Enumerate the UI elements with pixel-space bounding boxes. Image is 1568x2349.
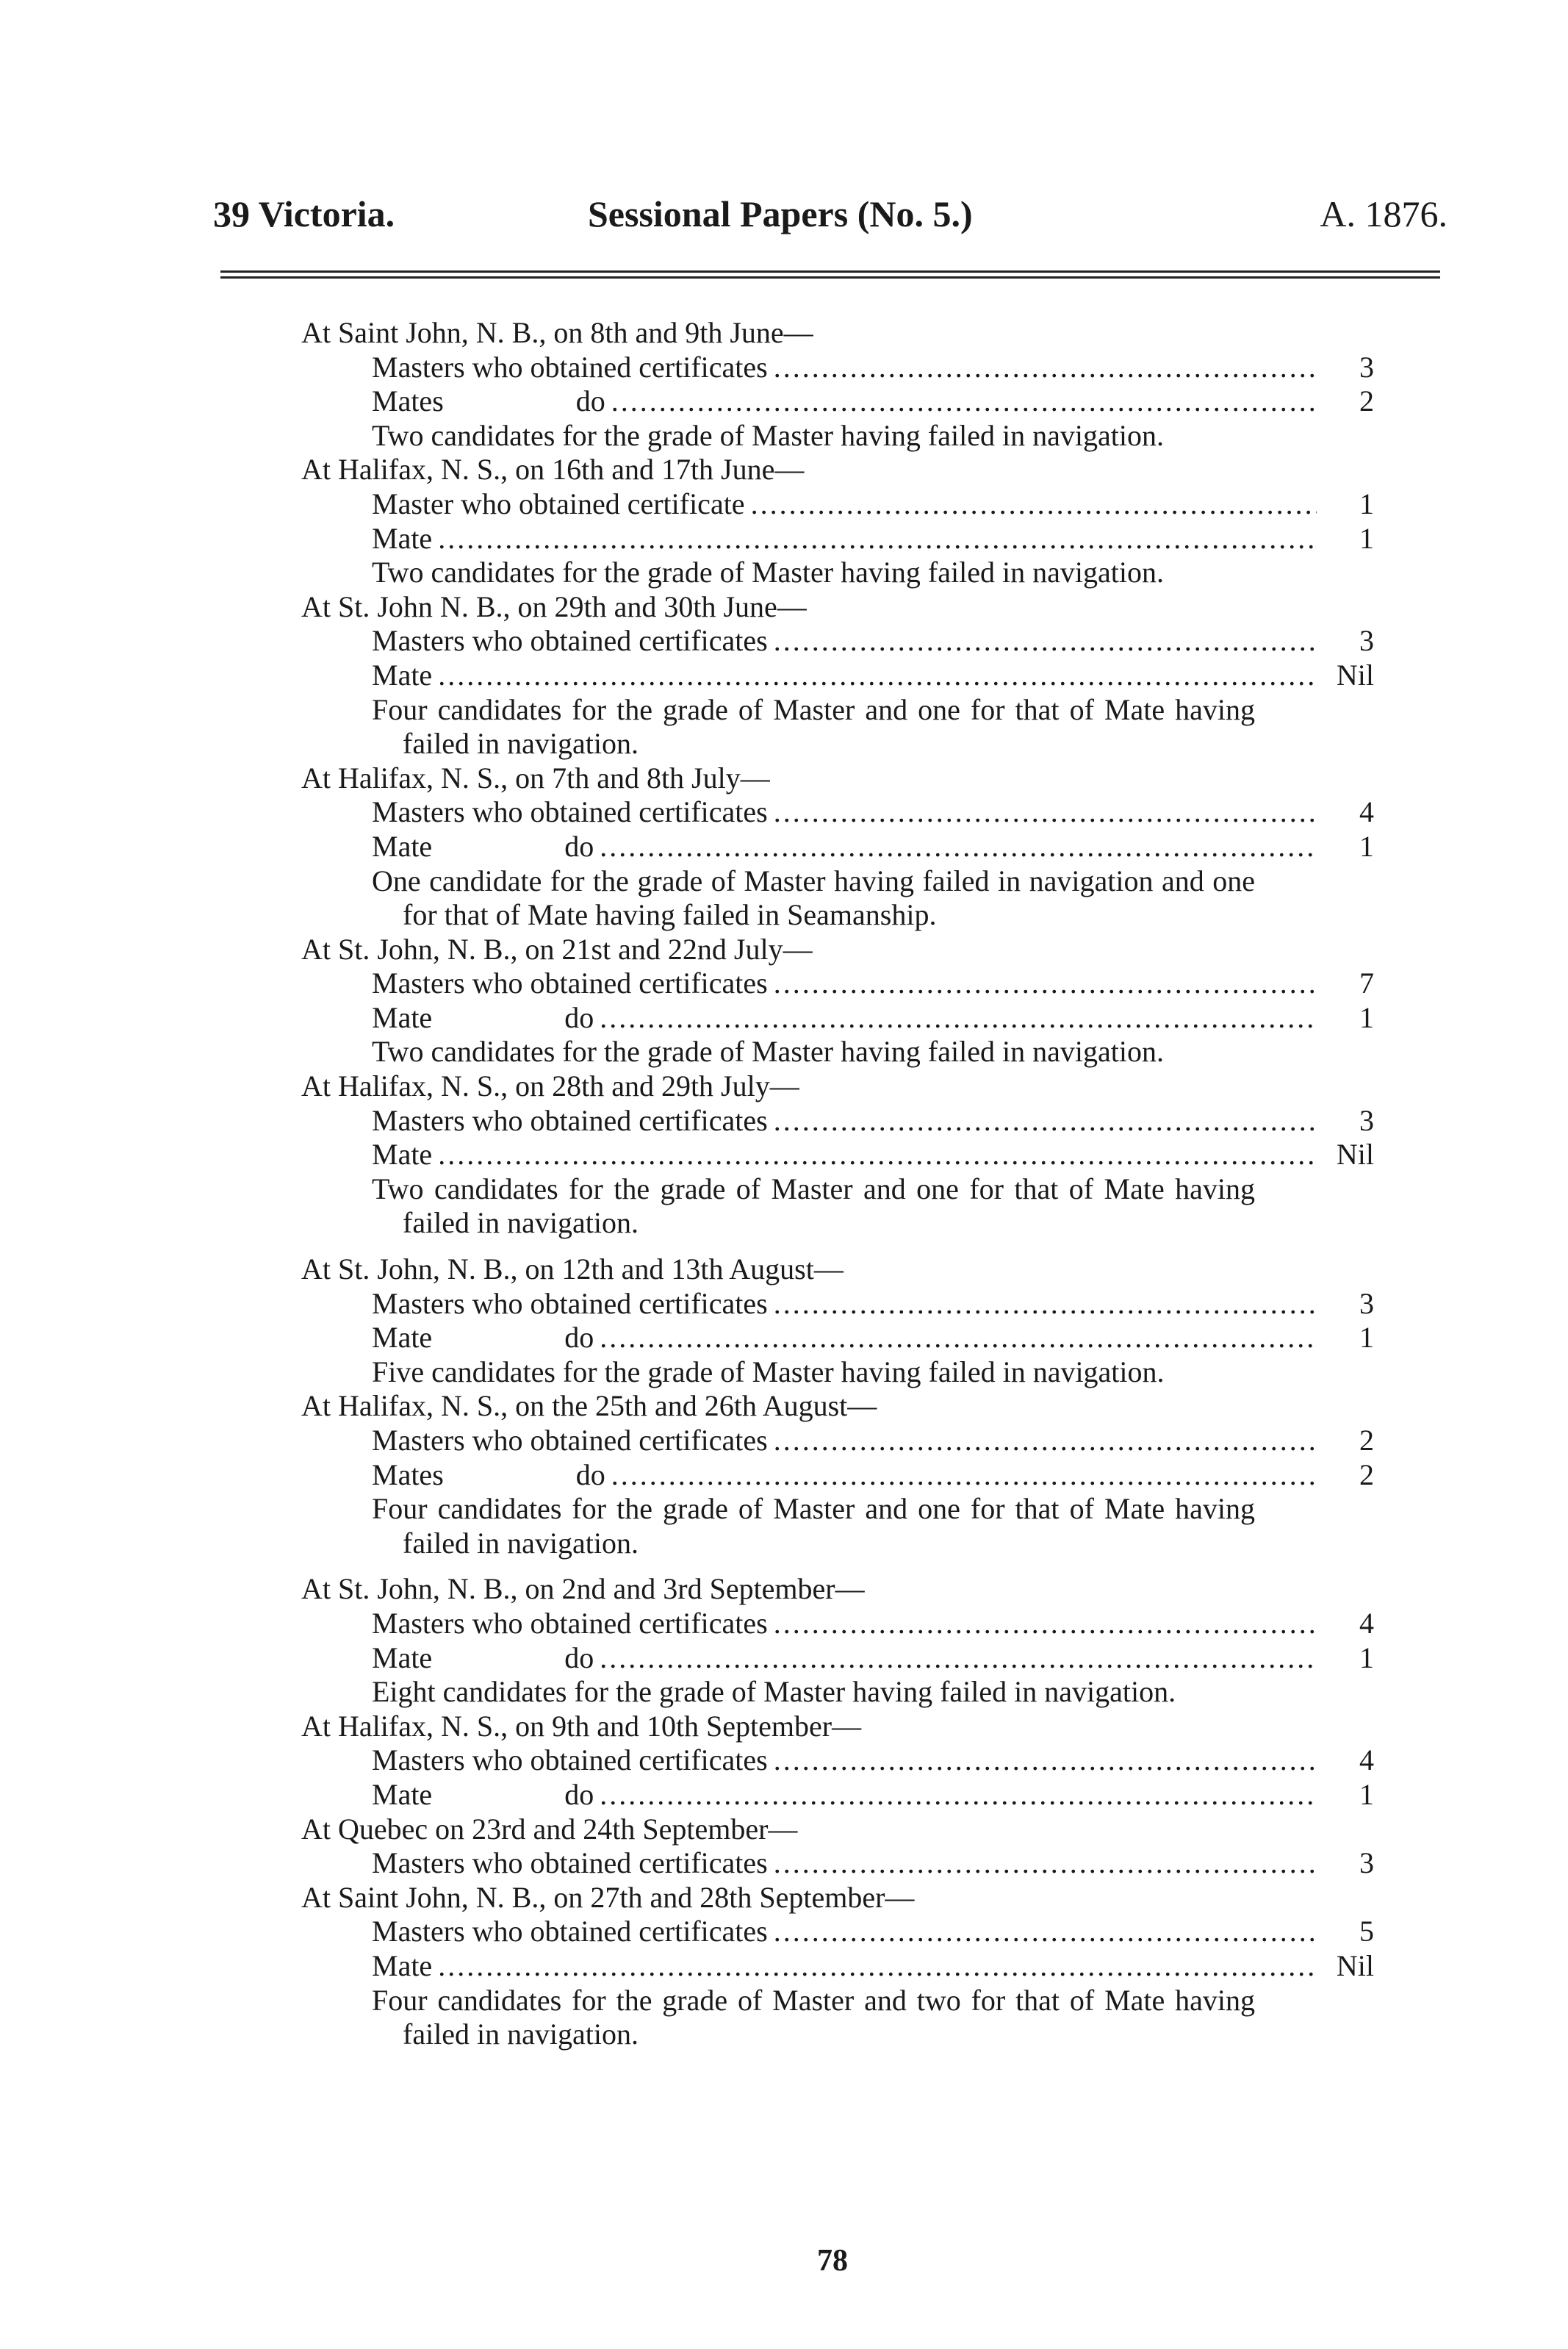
row-count: 2 [1359, 384, 1374, 418]
row-count: 3 [1359, 1286, 1374, 1320]
row-label: Mate [372, 1948, 433, 1982]
entry-note: Five candidates for the grade of Master having failed in navigation. [372, 1355, 1165, 1388]
ditto-mark: do [564, 829, 594, 863]
leader-dots [774, 1915, 1317, 1949]
leader-dots [774, 351, 1317, 385]
certificate-row [372, 1778, 1374, 1812]
certificate-row [372, 487, 1374, 522]
entry-note: Two candidates for the grade of Master and one for that of Mate having failed in navigation. [372, 1172, 1255, 1240]
leader-dots [438, 1138, 1317, 1172]
header-year: A. 1876. [1320, 193, 1447, 234]
entry-note: Two candidates for the grade of Master having failed in navigation. [372, 556, 1164, 589]
leader-dots [600, 1001, 1317, 1036]
row-count: 2 [1359, 1457, 1374, 1491]
examination-entry [301, 1572, 1374, 1709]
leader-dots [600, 830, 1317, 864]
leader-dots [774, 967, 1317, 1001]
leader-dots [774, 1287, 1317, 1321]
certificate-row [372, 1607, 1374, 1641]
page-number: 78 [817, 2244, 848, 2278]
examination-entry [301, 316, 1374, 453]
entry-heading: At St. John N. B., on 29th and 30th June— [301, 589, 807, 623]
certificate-row [372, 1321, 1374, 1355]
row-count: Nil [1336, 658, 1374, 692]
certificate-row [372, 1138, 1374, 1172]
entry-note: Eight candidates for the grade of Master having failed in navigation. [372, 1675, 1176, 1709]
certificate-row [372, 384, 1374, 419]
examination-entry [301, 1389, 1374, 1560]
leader-dots [438, 522, 1317, 556]
certificate-row [372, 1846, 1374, 1881]
row-label: Masters who obtained certificates [372, 350, 768, 384]
row-count: 3 [1359, 1846, 1374, 1880]
certificate-row [372, 967, 1374, 1001]
entry-heading: At Quebec on 23rd and 24th September— [301, 1812, 798, 1846]
ditto-mark: do [564, 1640, 594, 1674]
leader-dots [600, 1778, 1317, 1812]
row-label: Mates [372, 1457, 444, 1491]
row-count: Nil [1336, 1138, 1374, 1172]
entry-note: Two candidates for the grade of Master having failed in navigation. [372, 418, 1164, 452]
examination-entry [301, 590, 1374, 761]
row-label: Mates [372, 384, 444, 418]
row-label: Mate [372, 1138, 433, 1172]
leader-dots [774, 1743, 1317, 1778]
certificate-row [372, 1287, 1374, 1321]
header-rule-top [220, 270, 1440, 273]
row-count: 4 [1359, 795, 1374, 829]
leader-dots [774, 624, 1317, 659]
row-label: Master who obtained certificate [372, 487, 745, 520]
leader-dots [600, 1321, 1317, 1355]
row-count: 1 [1359, 1640, 1374, 1674]
row-label: Masters who obtained certificates [372, 1915, 768, 1948]
entry-heading: At Halifax, N. S., on 28th and 29th July— [301, 1069, 799, 1103]
row-count: 1 [1359, 487, 1374, 520]
row-count: 2 [1359, 1424, 1374, 1457]
row-label: Masters who obtained certificates [372, 1103, 768, 1137]
leader-dots [774, 795, 1317, 830]
row-count: 5 [1359, 1915, 1374, 1948]
row-label: Mate [372, 1777, 433, 1811]
leader-dots [611, 384, 1317, 419]
certificate-row [372, 1424, 1374, 1458]
row-count: 3 [1359, 1103, 1374, 1137]
row-label: Mate [372, 521, 433, 555]
row-label: Mate [372, 829, 433, 863]
row-count: 7 [1359, 967, 1374, 1000]
leader-dots [774, 1846, 1317, 1881]
entry-heading: At Saint John, N. B., on 27th and 28th September— [301, 1880, 915, 1914]
page-header [213, 193, 1447, 244]
examination-list [301, 316, 1374, 2052]
entry-heading: At St. John, N. B., on 12th and 13th August— [301, 1252, 844, 1286]
entry-heading: At St. John, N. B., on 2nd and 3rd September— [301, 1572, 865, 1606]
certificate-row [372, 1458, 1374, 1493]
leader-dots [438, 659, 1317, 693]
certificate-row [372, 351, 1374, 385]
row-count: Nil [1336, 1948, 1374, 1982]
certificate-row [372, 522, 1374, 556]
row-count: 4 [1359, 1606, 1374, 1640]
row-count: 1 [1359, 521, 1374, 555]
header-rule-bottom [220, 276, 1440, 279]
row-label: Masters who obtained certificates [372, 1606, 768, 1640]
entry-heading: At Halifax, N. S., on 9th and 10th September— [301, 1709, 862, 1743]
row-label: Masters who obtained certificates [372, 624, 768, 658]
header-title: Sessional Papers (No. 5.) [588, 193, 973, 234]
row-label: Masters who obtained certificates [372, 967, 768, 1000]
leader-dots [774, 1104, 1317, 1138]
ditto-mark: do [575, 384, 605, 418]
leader-dots [600, 1641, 1317, 1676]
row-label: Masters who obtained certificates [372, 1424, 768, 1457]
row-count: 3 [1359, 350, 1374, 384]
row-count: 1 [1359, 1321, 1374, 1355]
entry-heading: At Halifax, N. S., on 7th and 8th July— [301, 761, 770, 795]
entry-note: Two candidates for the grade of Master having failed in navigation. [372, 1035, 1164, 1069]
row-count: 1 [1359, 829, 1374, 863]
row-count: 1 [1359, 1777, 1374, 1811]
entry-heading: At Halifax, N. S., on the 25th and 26th August— [301, 1389, 877, 1423]
certificate-row [372, 659, 1374, 693]
row-label: Masters who obtained certificates [372, 795, 768, 829]
leader-dots [438, 1949, 1317, 1984]
entry-note: Four candidates for the grade of Master and one for that of Mate having failed in navigation. [372, 692, 1255, 761]
examination-entry [301, 1881, 1374, 2052]
row-label: Mate [372, 1640, 433, 1674]
header-volume: 39 Victoria. [213, 193, 395, 234]
examination-entry [301, 453, 1374, 589]
certificate-row [372, 1104, 1374, 1138]
row-count: 1 [1359, 1000, 1374, 1034]
certificate-row [372, 1001, 1374, 1036]
leader-dots [751, 487, 1317, 522]
certificate-row [372, 1949, 1374, 1984]
row-label: Mate [372, 1321, 433, 1355]
certificate-row [372, 1641, 1374, 1676]
certificate-row [372, 1915, 1374, 1949]
examination-entry [301, 933, 1374, 1069]
examination-entry [301, 1069, 1374, 1241]
certificate-row [372, 830, 1374, 864]
row-label: Mate [372, 1000, 433, 1034]
ditto-mark: do [564, 1321, 594, 1355]
leader-dots [774, 1607, 1317, 1641]
entry-note: Four candidates for the grade of Master and one for that of Mate having failed in navigation. [372, 1492, 1255, 1560]
entry-heading: At Halifax, N. S., on 16th and 17th June— [301, 453, 805, 487]
certificate-row [372, 1743, 1374, 1778]
row-label: Masters who obtained certificates [372, 1846, 768, 1880]
row-label: Masters who obtained certificates [372, 1743, 768, 1777]
examination-entry [301, 1252, 1374, 1389]
examination-entry [301, 1710, 1374, 1812]
leader-dots [611, 1458, 1317, 1493]
row-label: Masters who obtained certificates [372, 1286, 768, 1320]
row-count: 3 [1359, 624, 1374, 658]
leader-dots [774, 1424, 1317, 1458]
examination-entry [301, 1812, 1374, 1881]
entry-heading: At Saint John, N. B., on 8th and 9th June— [301, 316, 813, 349]
row-count: 4 [1359, 1743, 1374, 1777]
ditto-mark: do [564, 1000, 594, 1034]
entry-heading: At St. John, N. B., on 21st and 22nd July— [301, 932, 813, 966]
entry-note: Four candidates for the grade of Master and two for that of Mate having failed in navigation. [372, 1983, 1255, 2051]
entry-note: One candidate for the grade of Master having failed in navigation and one for that of Mate having failed in Seamanship. [372, 864, 1255, 932]
certificate-row [372, 624, 1374, 659]
certificate-row [372, 795, 1374, 830]
row-label: Mate [372, 658, 433, 692]
ditto-mark: do [575, 1457, 605, 1491]
ditto-mark: do [564, 1777, 594, 1811]
examination-entry [301, 761, 1374, 933]
